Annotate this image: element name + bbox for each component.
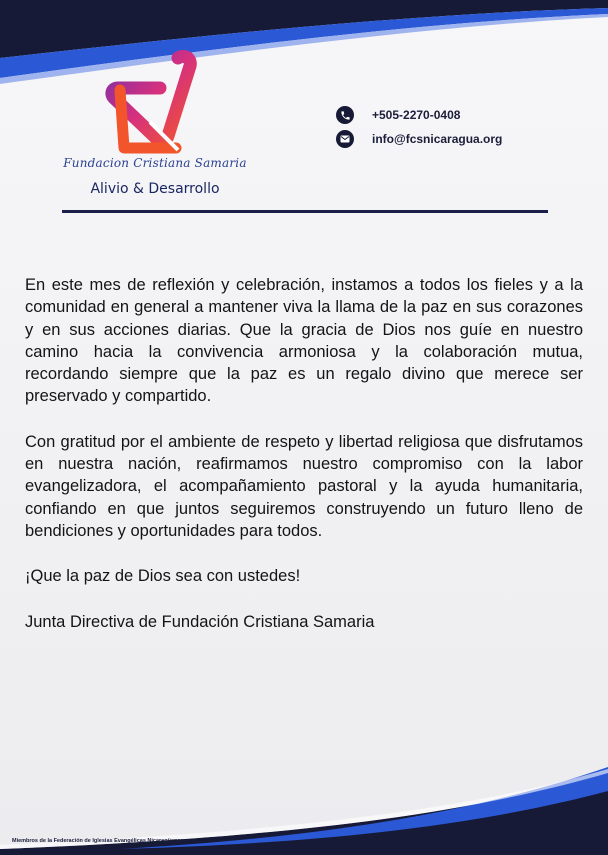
organization-name: Fundacion Cristiana Samaria bbox=[63, 156, 247, 170]
phone-contact bbox=[336, 106, 460, 124]
email-address[interactable]: info@fcsnicaragua.org bbox=[372, 132, 503, 146]
paragraph-2: Con gratitud por el ambiente de respeto y libertad religiosa que disfrutamos en nuestra nación, reafirmamos nuestro compromiso con la labor evangelizadora, el acompañamiento pastoral y la ayuda humanitaria, confiando en que juntos seguiremos construyendo un futuro lleno de bendiciones y oportunidades para todos. bbox=[25, 432, 583, 540]
email-contact bbox=[336, 130, 502, 148]
header-divider bbox=[62, 210, 548, 213]
signature-line: Junta Directiva de Fundación Cristiana Samaria bbox=[25, 612, 375, 631]
paragraph-1: En este mes de reflexión y celebración, instamos a todos los fieles y a la comunidad en general a mantener viva la llama de la paz en sus corazones y en sus acciones diarias. Que la gracia de Dios nos guíe en nuestro camino hacia la convivencia armoniosa y la colaboración mutua, recordando siempre que la paz es un regalo divino que merece ser preservado y compartido. bbox=[25, 276, 583, 406]
organization-tagline: Alivio & Desarrollo bbox=[90, 181, 220, 197]
federation-membership-note: Miembros de la Federación de Iglesias Evangélicas Nicaragüenses bbox=[12, 838, 187, 844]
phone-number[interactable]: +505-2270-0408 bbox=[372, 108, 461, 122]
phone-icon bbox=[336, 106, 354, 124]
blessing-line: ¡Que la paz de Dios sea con ustedes! bbox=[25, 567, 301, 586]
letter-body bbox=[25, 274, 583, 656]
mail-icon bbox=[336, 130, 354, 148]
